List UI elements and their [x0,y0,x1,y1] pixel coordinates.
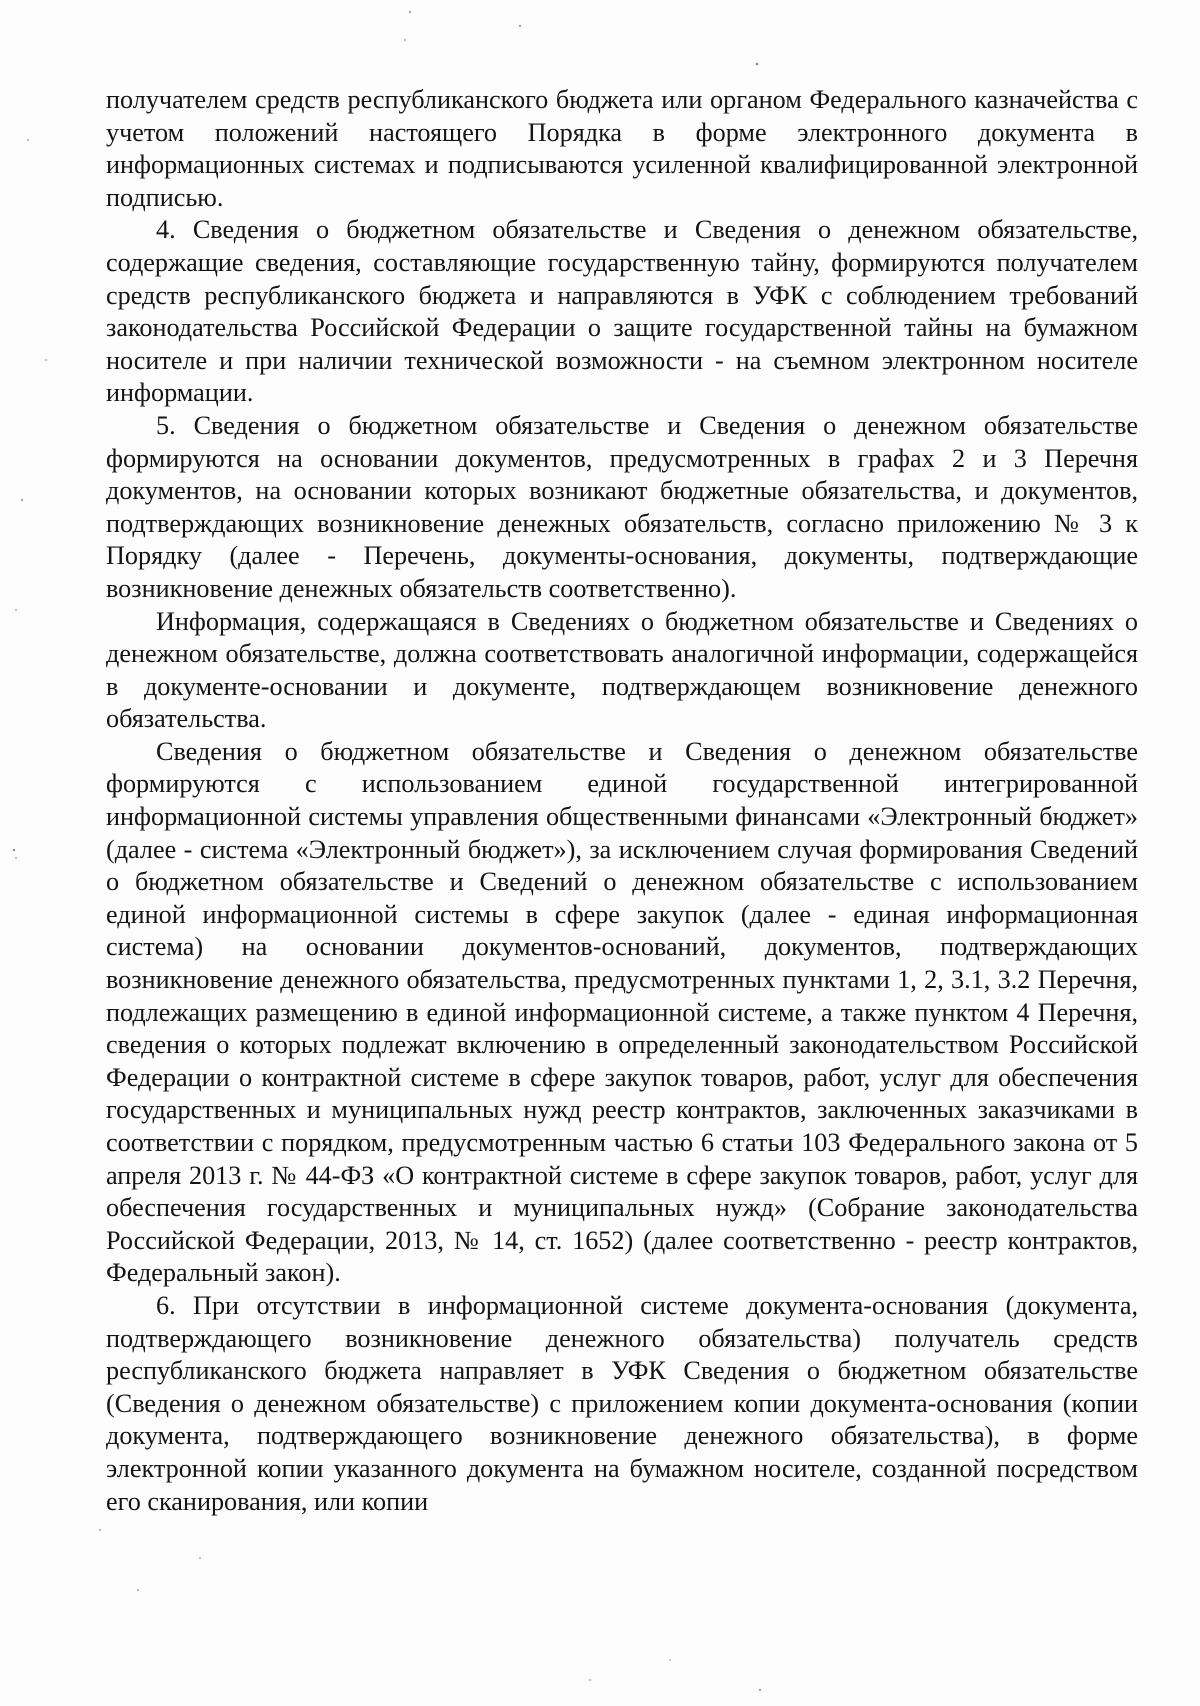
paragraph-continuation: получателем средств республиканского бюджета или органом Федерального казначейства с учетом положений настоящего Порядка в форме электронного документа в информационных системах и подписываются усиленной квалифицированной электронной подписью. [106,85,1138,212]
paragraph-information: Информация, содержащаяся в Сведениях о бюджетном обязательстве и Сведениях о денежном обязательстве, должна соответствовать аналогичной информации, содержащейся в документе-основании и документе, подтверждающем возникновение денежного обязательства. [106,606,1138,734]
paragraph-item-6: 6. При отсутствии в информационной системе документа-основания (документа, подтверждающего возникновение денежного обязательства) получатель средств республиканского бюджета направляет в УФК Сведения о бюджетном обязательстве (Сведения о денежном обязательстве) с приложением копии документа-основания (копии документа, подтверждающего возникновение денежного обязательства), в форме электронной копии указанного документа на бумажном носителе, созданной посредством его сканирования, или копии [106,1290,1138,1516]
paragraph-electronic-budget: Сведения о бюджетном обязательстве и Сведения о денежном обязательстве формируются с использованием единой государственной интегрированной информационной системы управления общественными финансами «Электронный бюджет» (далее - система «Электронный бюджет»), за исключением случая формирования Сведений о бюджетном обязательстве и Сведений о денежном обязательстве с использованием единой информационной системы в сфере закупок (далее - единая информационная система) на основании документов-оснований, документов, подтверждающих возникновение денежного обязательства, предусмотренных пунктами 1, 2, 3.1, 3.2 Перечня, подлежащих размещению в единой информационной системе, а также пунктом 4 Перечня, сведения о которых подлежат включению в определенный законодательством Российской Федерации о контрактной системе в сфере закупок товаров, работ, услуг для обеспечения государственных и муниципальных нужд реестр контрактов, заключенных заказчиками в соответствии с порядком, предусмотренным частью 6 статьи 103 Федерального закона от 5 апреля 2013 г. № 44-ФЗ «О контрактной системе в сфере закупок товаров, работ, услуг для обеспечения государственных и муниципальных нужд» (Собрание законодательства Российской Федерации, 2013, № 14, ст. 1652) (далее соответственно - реестр контрактов, Федеральный закон). [106,736,1138,1288]
document-body [106,84,1138,1518]
paragraph-item-4: 4. Сведения о бюджетном обязательстве и Сведения о денежном обязательстве, содержащие сведения, составляющие государственную тайну, формируются получателем средств республиканского бюджета и направляются в УФК с соблюдением требований законодательства Российской Федерации о защите государственной тайны на бумажном носителе и при наличии технической возможности - на съемном электронном носителе информации. [106,215,1138,408]
paragraph-item-5: 5. Сведения о бюджетном обязательстве и Сведения о денежном обязательстве формируются на основании документов, предусмотренных в графах 2 и 3 Перечня документов, на основании которых возникают бюджетные обязательства, и документов, подтверждающих возникновение денежных обязательств, согласно приложению № 3 к Порядку (далее - Перечень, документы-основания, документы, подтверждающие возникновение денежных обязательств соответственно). [106,410,1138,603]
